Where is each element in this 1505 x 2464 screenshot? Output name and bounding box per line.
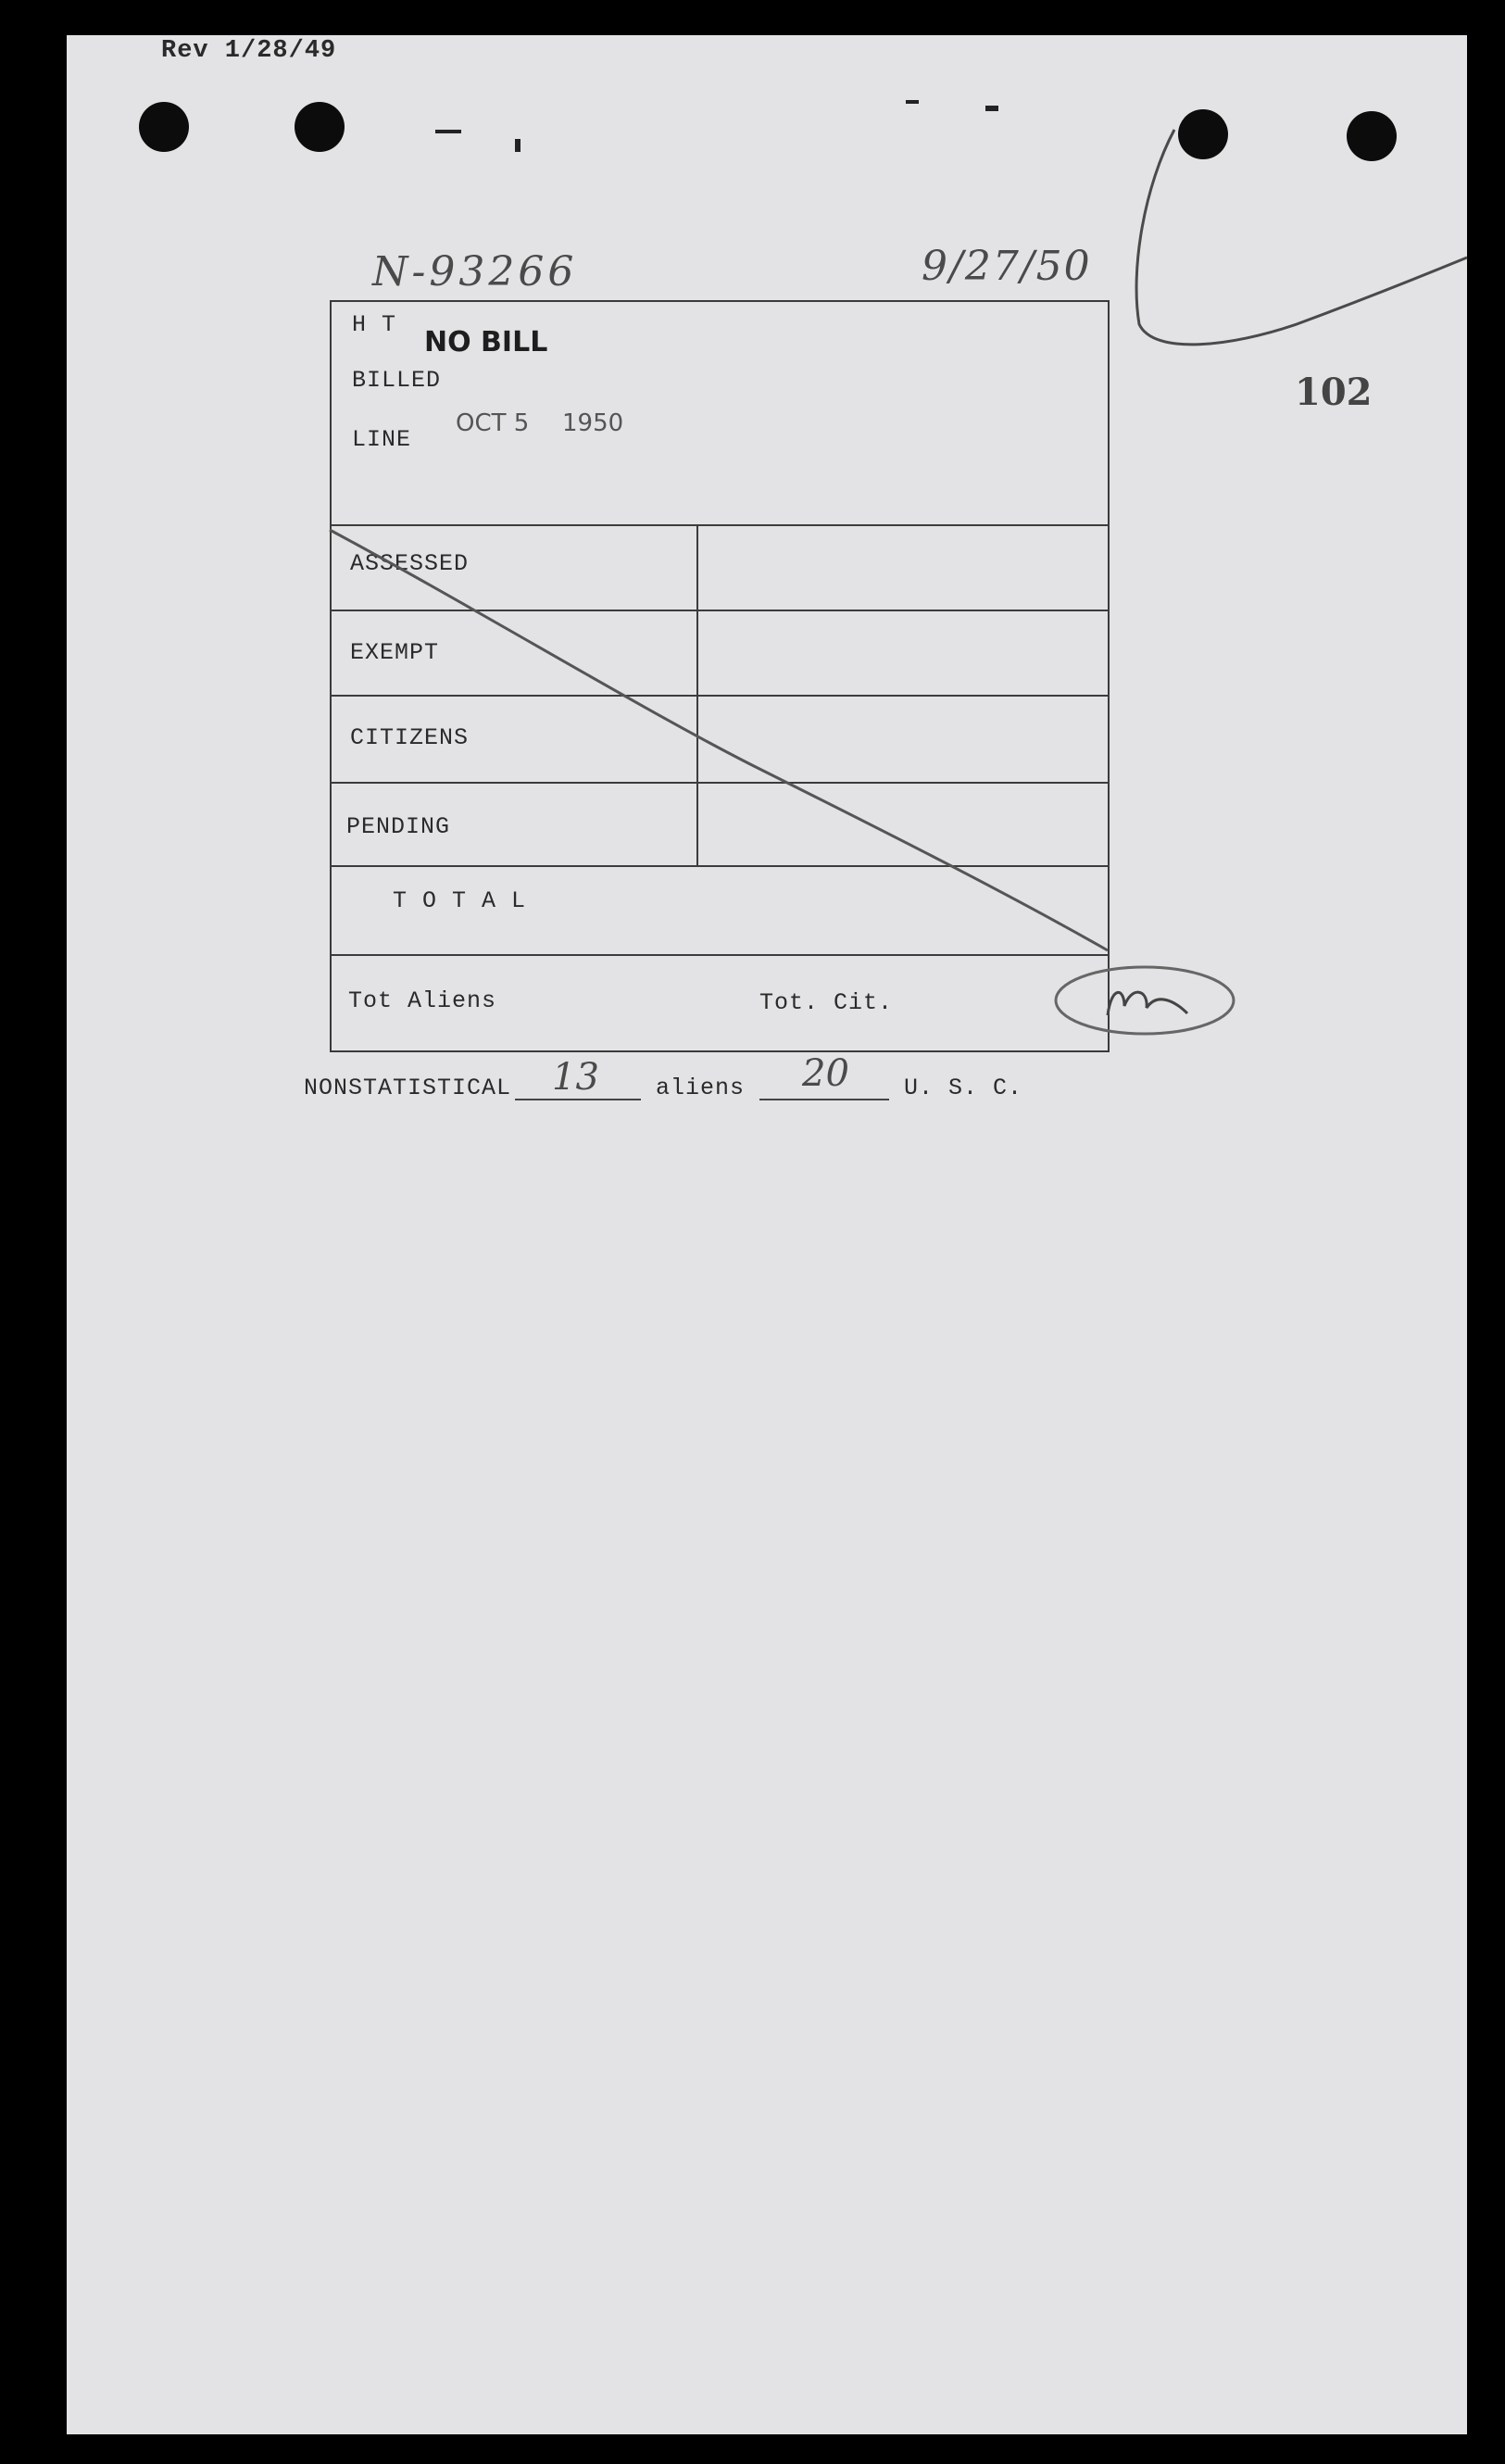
row-label-exempt: EXEMPT xyxy=(350,639,440,666)
cross-out-line xyxy=(330,530,1108,950)
row-label-assessed: ASSESSED xyxy=(350,550,470,577)
revision-note: Rev 1/28/49 xyxy=(161,37,337,65)
aliens-label: aliens xyxy=(656,1075,746,1101)
no-bill-stamp: NO BILL xyxy=(424,326,548,358)
tot-cit-label: Tot. Cit. xyxy=(759,989,894,1016)
usc-underline xyxy=(759,1099,889,1100)
date-stamp-month-day: OCT 5 xyxy=(456,409,530,437)
line-label: LINE xyxy=(352,426,412,453)
row-label-citizens: CITIZENS xyxy=(350,724,470,751)
nonstatistical-label: NONSTATISTICAL xyxy=(304,1075,512,1101)
total-label: T O T A L xyxy=(393,887,527,914)
page-number: 102 xyxy=(1295,371,1373,414)
tot-aliens-label: Tot Aliens xyxy=(348,987,497,1014)
ht-label: H T xyxy=(352,311,397,338)
margin-curve xyxy=(1136,130,1467,345)
aliens-count: 13 xyxy=(552,1056,599,1099)
file-number: N-93266 xyxy=(372,248,578,295)
row-label-pending: PENDING xyxy=(346,813,451,840)
initials-circle xyxy=(1056,967,1234,1034)
usc-label: U. S. C. xyxy=(904,1075,1023,1101)
usc-count: 20 xyxy=(802,1052,849,1095)
handwritten-date: 9/27/50 xyxy=(922,243,1092,290)
date-stamp-year: 1950 xyxy=(562,409,624,437)
billed-label: BILLED xyxy=(352,367,442,394)
initials-scribble xyxy=(1108,992,1187,1015)
aliens-underline xyxy=(515,1099,641,1100)
